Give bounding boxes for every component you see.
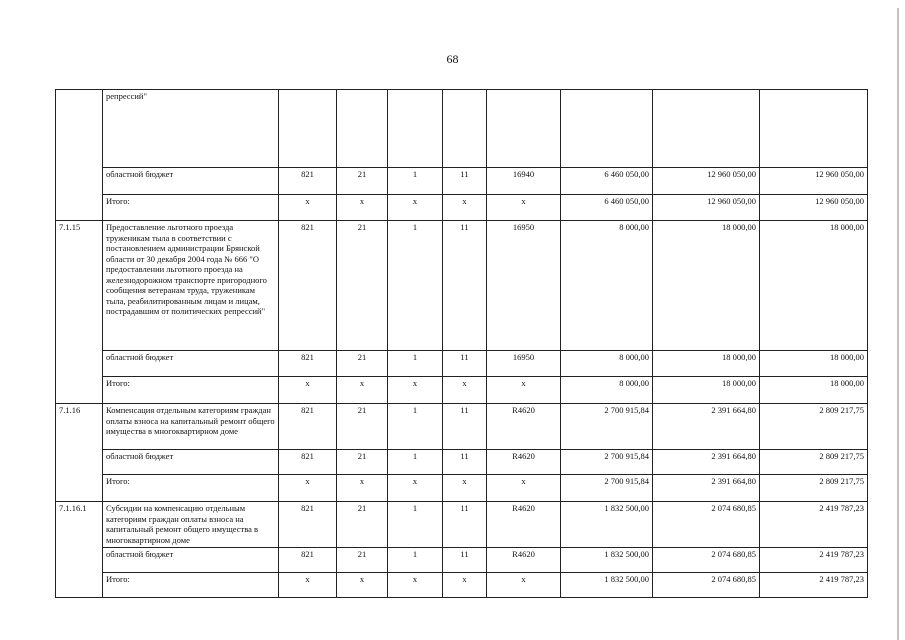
code-ministry [279,90,337,168]
table-body [56,90,868,598]
code-section: x [337,377,388,404]
code-target: 16950 [487,351,561,377]
code-subsection: 1 [388,221,443,351]
code-subsection: 1 [388,168,443,195]
amount-year-3: 2 809 217,75 [760,475,868,502]
amount-year-3: 18 000,00 [760,377,868,404]
code-subsection: x [388,195,443,221]
row-number: 7.1.16 [56,404,103,450]
amount-year-1: 8 000,00 [561,377,653,404]
amount-year-2: 2 391 664,80 [653,475,760,502]
row-name: Итого: [103,475,279,502]
code-ministry: 821 [279,450,337,475]
amount-year-1: 8 000,00 [561,351,653,377]
code-ministry: 821 [279,168,337,195]
code-section: 21 [337,221,388,351]
code-target: R4620 [487,548,561,573]
amount-year-3: 12 960 050,00 [760,195,868,221]
code-ministry: 821 [279,548,337,573]
code-subsection: 1 [388,548,443,573]
row-number [56,548,103,573]
row-number: 7.1.15 [56,221,103,351]
code-section: 21 [337,351,388,377]
code-target: x [487,573,561,598]
amount-year-2: 2 074 680,85 [653,502,760,548]
amount-year-3: 2 809 217,75 [760,450,868,475]
row-name: репрессий" [103,90,279,168]
amount-year-1: 6 460 050,00 [561,168,653,195]
row-name: областной бюджет [103,548,279,573]
amount-year-3: 18 000,00 [760,351,868,377]
code-program: 11 [443,221,487,351]
amount-year-1: 8 000,00 [561,221,653,351]
amount-year-2: 2 391 664,80 [653,450,760,475]
amount-year-2: 2 074 680,85 [653,548,760,573]
code-program: x [443,573,487,598]
table-row [56,195,868,221]
code-section [337,90,388,168]
amount-year-2 [653,90,760,168]
code-target: 16940 [487,168,561,195]
code-target: x [487,377,561,404]
amount-year-1: 1 832 500,00 [561,502,653,548]
code-section: 21 [337,404,388,450]
amount-year-3: 2 809 217,75 [760,404,868,450]
table-row [56,573,868,598]
row-name: Компенсация отдельным категориям граждан оплаты взноса на капитальный ремонт общего имущества в многоквартирном доме [103,404,279,450]
code-program: 11 [443,404,487,450]
row-name: областной бюджет [103,168,279,195]
page-number: 68 [446,52,459,66]
table-row [56,168,868,195]
amount-year-3 [760,90,868,168]
amount-year-1 [561,90,653,168]
row-number [56,450,103,475]
amount-year-1: 2 700 915,84 [561,475,653,502]
row-name: Итого: [103,573,279,598]
table-row [56,502,868,548]
budget-table [55,89,868,598]
code-subsection: 1 [388,404,443,450]
row-name: областной бюджет [103,351,279,377]
code-subsection: 1 [388,502,443,548]
code-program: 11 [443,450,487,475]
amount-year-2: 2 391 664,80 [653,404,760,450]
code-program: x [443,195,487,221]
code-ministry: x [279,475,337,502]
code-target [487,90,561,168]
code-target: R4620 [487,502,561,548]
row-name: Предоставление льготного проезда труженикам тыла в соответствии с постановлением администрации Брянской области от 30 декабря 2004 года № 666 "О предоставлении льготного проезда на железнодорожном транспорте пригородного сообщения ветеранам труда, труженикам тыла, реабилитированным лицам и лицам, пострадавшим от политических репрессий" [103,221,279,351]
row-name: областной бюджет [103,450,279,475]
amount-year-3: 2 419 787,23 [760,573,868,598]
amount-year-1: 1 832 500,00 [561,548,653,573]
amount-year-1: 1 832 500,00 [561,573,653,598]
code-ministry: x [279,377,337,404]
row-name: Итого: [103,377,279,404]
row-number: 7.1.16.1 [56,502,103,548]
code-section: x [337,195,388,221]
code-target: x [487,475,561,502]
code-ministry: 821 [279,221,337,351]
table-row [56,90,868,168]
code-program: x [443,377,487,404]
code-section: x [337,573,388,598]
code-target: R4620 [487,404,561,450]
code-subsection: x [388,475,443,502]
amount-year-1: 2 700 915,84 [561,404,653,450]
code-subsection: x [388,573,443,598]
amount-year-2: 12 960 050,00 [653,195,760,221]
code-section: 21 [337,548,388,573]
code-section: 21 [337,502,388,548]
code-section: x [337,475,388,502]
code-program: 11 [443,502,487,548]
amount-year-1: 2 700 915,84 [561,450,653,475]
amount-year-3: 12 960 050,00 [760,168,868,195]
table-row [56,450,868,475]
table-row [56,404,868,450]
row-number [56,168,103,195]
scan-edge-line [897,8,899,640]
code-program: 11 [443,351,487,377]
amount-year-3: 18 000,00 [760,221,868,351]
code-subsection: 1 [388,351,443,377]
row-number [56,195,103,221]
row-number [56,475,103,502]
amount-year-1: 6 460 050,00 [561,195,653,221]
code-target: R4620 [487,450,561,475]
code-program: x [443,475,487,502]
table-row [56,377,868,404]
amount-year-2: 2 074 680,85 [653,573,760,598]
amount-year-3: 2 419 787,23 [760,502,868,548]
row-number [56,90,103,168]
row-number [56,351,103,377]
amount-year-3: 2 419 787,23 [760,548,868,573]
table-row [56,548,868,573]
code-ministry: 821 [279,351,337,377]
row-name: Итого: [103,195,279,221]
code-ministry: x [279,195,337,221]
table-row [56,351,868,377]
amount-year-2: 12 960 050,00 [653,168,760,195]
code-target: 16950 [487,221,561,351]
code-program: 11 [443,548,487,573]
code-ministry: 821 [279,404,337,450]
row-name: Субсидии на компенсацию отдельным категориям граждан оплаты взноса на капитальный ремонт общего имущества в многоквартирном доме [103,502,279,548]
table-row [56,221,868,351]
code-ministry: 821 [279,502,337,548]
amount-year-2: 18 000,00 [653,221,760,351]
row-number [56,573,103,598]
code-section: 21 [337,168,388,195]
amount-year-2: 18 000,00 [653,351,760,377]
code-subsection [388,90,443,168]
code-section: 21 [337,450,388,475]
code-program [443,90,487,168]
code-subsection: x [388,377,443,404]
code-target: x [487,195,561,221]
row-number [56,377,103,404]
table-row [56,475,868,502]
code-program: 11 [443,168,487,195]
code-subsection: 1 [388,450,443,475]
amount-year-2: 18 000,00 [653,377,760,404]
code-ministry: x [279,573,337,598]
